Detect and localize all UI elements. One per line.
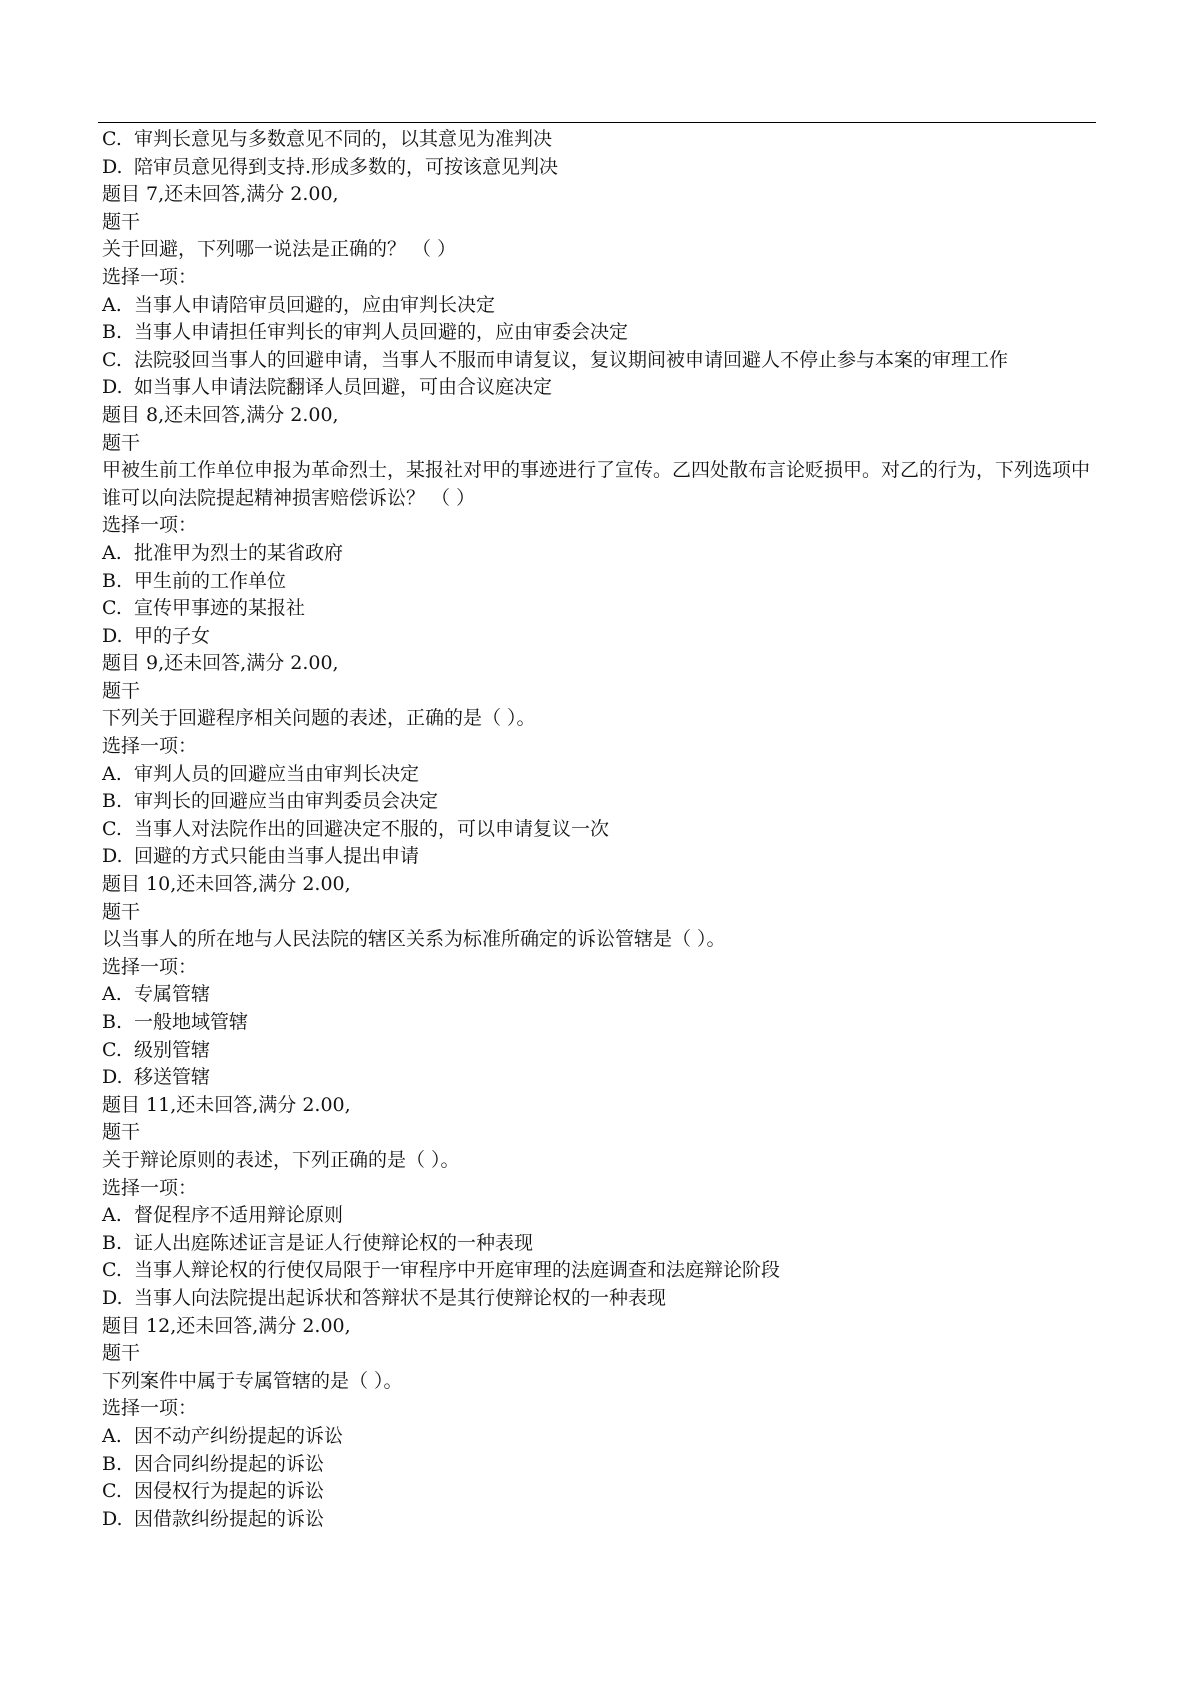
question-stem: 下列案件中属于专属管辖的是（ ）。	[102, 1369, 403, 1392]
option-letter: C.	[102, 817, 122, 840]
option-d[interactable]	[102, 1285, 1098, 1313]
option-d[interactable]	[102, 843, 1098, 871]
option-letter: B.	[102, 321, 123, 344]
option-c[interactable]	[102, 1478, 1098, 1506]
option-text: 移送管辖	[134, 1066, 211, 1089]
option-letter: D.	[102, 1286, 123, 1309]
option-text: 一般地域管辖	[134, 1011, 249, 1033]
option-letter: C.	[102, 128, 122, 150]
option-text: 如当事人申请法院翻译人员回避，可由合议庭决定	[134, 376, 553, 399]
question-11	[102, 1092, 1098, 1313]
option-text: 级别管辖	[134, 1038, 211, 1061]
option-c[interactable]	[102, 1257, 1098, 1285]
option-b[interactable]	[102, 1451, 1098, 1479]
stem-label: 题干	[102, 1342, 141, 1365]
option-letter: C.	[102, 1480, 122, 1503]
partial-question-options	[102, 126, 1098, 181]
option-letter: B.	[102, 1452, 123, 1475]
option-d[interactable]	[102, 154, 1098, 182]
option-letter: A.	[102, 1204, 122, 1227]
option-text: 专属管辖	[134, 983, 211, 1006]
option-letter: D.	[102, 624, 123, 647]
option-b[interactable]	[102, 788, 1098, 816]
option-text: 审判人员的回避应当由审判长决定	[134, 762, 420, 785]
choose-one-label: 选择一项：	[102, 265, 198, 288]
choose-one-label: 选择一项：	[102, 514, 198, 537]
option-b[interactable]	[102, 1230, 1098, 1258]
question-meta: 题目 11,还未回答,满分 2.00,	[102, 1093, 351, 1116]
question-meta: 题目 7,还未回答,满分 2.00,	[102, 183, 339, 206]
question-meta: 题目 8,还未回答,满分 2.00,	[102, 403, 339, 426]
choose-one-label: 选择一项：	[102, 955, 198, 978]
stem-label: 题干	[102, 1121, 141, 1144]
option-letter: A.	[102, 983, 122, 1006]
question-stem: 关于辩论原则的表述，下列正确的是（ ）。	[102, 1148, 460, 1171]
question-10	[102, 871, 1098, 1092]
option-letter: B.	[102, 569, 123, 592]
option-letter: C.	[102, 597, 122, 620]
stem-label: 题干	[102, 679, 141, 702]
option-letter: B.	[102, 1231, 123, 1254]
question-12	[102, 1313, 1098, 1534]
option-text: 宣传甲事迹的某报社	[134, 597, 306, 620]
question-stem: 甲被生前工作单位申报为革命烈士，某报社对甲的事迹进行了宣传。乙四处散布言论贬损甲。对乙的行为，下列选项中谁可以向法院提起精神损害赔偿诉讼？ （ ）	[102, 459, 1091, 509]
option-letter: A.	[102, 762, 122, 785]
option-c[interactable]	[102, 816, 1098, 844]
option-text: 审判长意见与多数意见不同的，以其意见为准判决	[134, 128, 553, 150]
option-d[interactable]	[102, 1506, 1098, 1534]
option-text: 因合同纠纷提起的诉讼	[134, 1452, 325, 1475]
option-d[interactable]	[102, 623, 1098, 651]
option-c[interactable]	[102, 347, 1098, 375]
option-letter: B.	[102, 1011, 123, 1033]
option-letter: C.	[102, 1259, 122, 1282]
option-b[interactable]	[102, 568, 1098, 596]
option-a[interactable]	[102, 981, 1098, 1009]
option-a[interactable]	[102, 761, 1098, 789]
option-c[interactable]	[102, 126, 1098, 154]
header-rule	[98, 122, 1096, 123]
option-letter: D.	[102, 845, 123, 868]
option-letter: C.	[102, 348, 122, 371]
option-text: 陪审员意见得到支持.形成多数的，可按该意见判决	[134, 155, 559, 178]
option-text: 当事人辩论权的行使仅局限于一审程序中开庭审理的法庭调查和法庭辩论阶段	[134, 1259, 781, 1282]
option-text: 因借款纠纷提起的诉讼	[134, 1507, 325, 1530]
question-8	[102, 402, 1098, 650]
option-letter: C.	[102, 1038, 122, 1061]
option-c[interactable]	[102, 1037, 1098, 1065]
question-meta: 题目 9,还未回答,满分 2.00,	[102, 652, 339, 675]
option-letter: A.	[102, 1424, 122, 1447]
option-text: 因侵权行为提起的诉讼	[134, 1480, 325, 1503]
choose-one-label: 选择一项：	[102, 1397, 198, 1420]
option-text: 当事人申请担任审判长的审判人员回避的，应由审委会决定	[134, 321, 629, 344]
option-text: 当事人对法院作出的回避决定不服的，可以申请复议一次	[134, 817, 610, 840]
option-a[interactable]	[102, 292, 1098, 320]
option-text: 批准甲为烈士的某省政府	[134, 541, 344, 564]
option-a[interactable]	[102, 540, 1098, 568]
question-9	[102, 650, 1098, 871]
option-letter: D.	[102, 1066, 123, 1089]
question-stem: 以当事人的所在地与人民法院的辖区关系为标准所确定的诉讼管辖是（ ）。	[102, 928, 726, 951]
option-text: 甲的子女	[134, 624, 211, 647]
option-b[interactable]	[102, 319, 1098, 347]
option-a[interactable]	[102, 1423, 1098, 1451]
option-d[interactable]	[102, 374, 1098, 402]
option-letter: A.	[102, 293, 122, 316]
option-text: 当事人向法院提出起诉状和答辩状不是其行使辩论权的一种表现	[134, 1286, 667, 1309]
option-text: 回避的方式只能由当事人提出申请	[134, 845, 420, 868]
option-text: 证人出庭陈述证言是证人行使辩论权的一种表现	[134, 1231, 534, 1254]
option-b[interactable]	[102, 1009, 1098, 1037]
choose-one-label: 选择一项：	[102, 1176, 198, 1199]
option-text: 甲生前的工作单位	[134, 569, 287, 592]
option-d[interactable]	[102, 1064, 1098, 1092]
question-meta: 题目 10,还未回答,满分 2.00,	[102, 873, 351, 896]
option-a[interactable]	[102, 1202, 1098, 1230]
option-text: 法院驳回当事人的回避申请，当事人不服而申请复议，复议期间被申请回避人不停止参与本案的审理工作	[134, 348, 1009, 371]
question-stem: 下列关于回避程序相关问题的表述，正确的是（ ）。	[102, 707, 536, 730]
stem-label: 题干	[102, 431, 141, 454]
option-c[interactable]	[102, 595, 1098, 623]
option-letter: D.	[102, 1507, 123, 1530]
option-letter: D.	[102, 155, 123, 178]
option-text: 审判长的回避应当由审判委员会决定	[134, 790, 439, 813]
option-text: 督促程序不适用辩论原则	[134, 1204, 344, 1227]
question-7	[102, 181, 1098, 402]
option-text: 当事人申请陪审员回避的，应由审判长决定	[134, 293, 496, 316]
option-letter: B.	[102, 790, 123, 813]
question-meta: 题目 12,还未回答,满分 2.00,	[102, 1314, 351, 1337]
option-letter: A.	[102, 541, 122, 564]
stem-label: 题干	[102, 210, 141, 233]
option-text: 因不动产纠纷提起的诉讼	[134, 1424, 344, 1447]
stem-label: 题干	[102, 900, 141, 923]
choose-one-label: 选择一项：	[102, 735, 198, 758]
option-letter: D.	[102, 376, 123, 399]
question-stem: 关于回避，下列哪一说法是正确的？ （ ）	[102, 238, 457, 261]
document-body	[102, 126, 1098, 1533]
